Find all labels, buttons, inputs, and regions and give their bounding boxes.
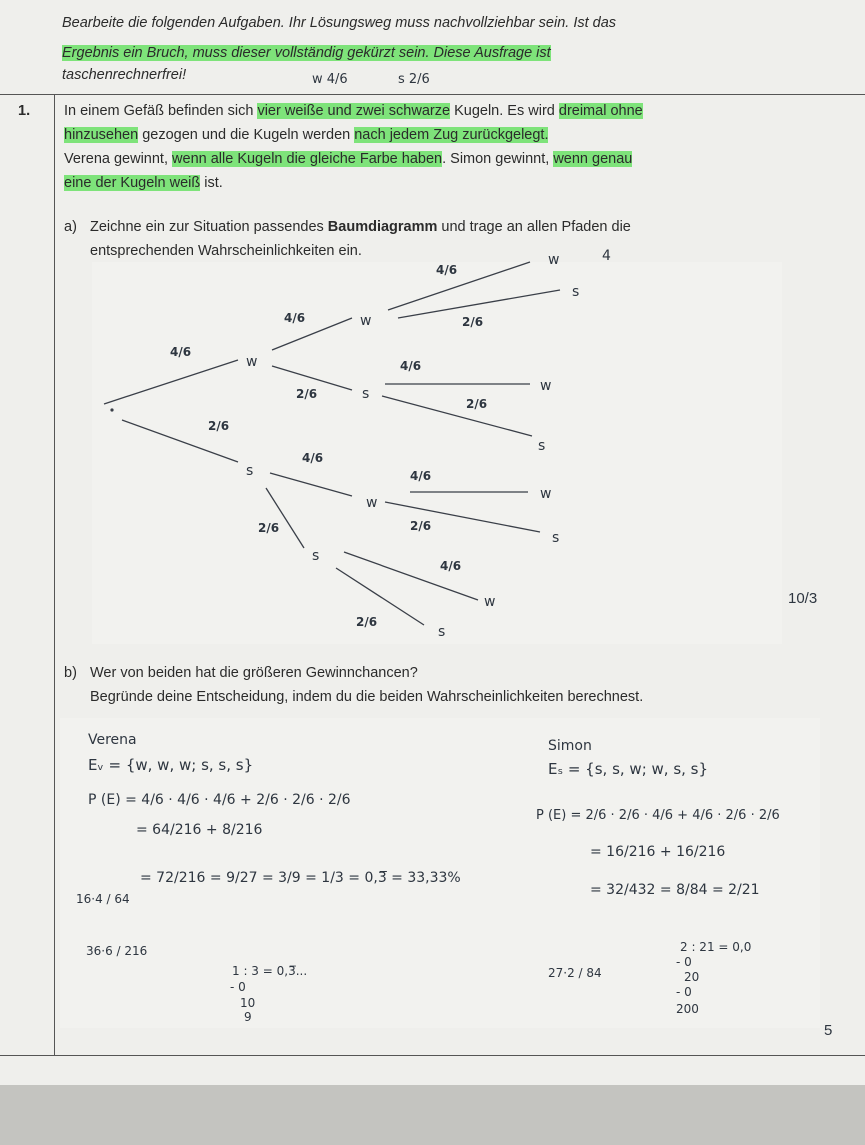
simon-side-calc-1: 27·2 / 84 [548,966,602,980]
task-number: 1. [18,103,31,119]
verena-side-calc-1: 16·4 / 64 [76,892,130,906]
note-probability-white: w 4/6 [312,72,348,87]
verena-probability-line-1: P (E) = 4/6 · 4/6 · 4/6 + 2/6 · 2/6 · 2/6 [88,792,351,808]
prob-sw-w: 4/6 [410,469,432,483]
simon-event-set: Eₛ = {s, s, w; w, s, s} [548,760,709,778]
prob-w-w: 4/6 [284,311,306,325]
corner-note: 4 [602,248,611,264]
part-a-score: 10/3 [788,590,818,607]
simon-division-1: 2 : 21 = 0,0 [680,940,752,954]
part-a-text-line-2: entsprechenden Wahrscheinlichkeiten ein. [90,243,362,259]
prob-w-s: 2/6 [296,387,318,401]
branch-s-w [270,473,352,496]
part-a-text-line-1: Zeichne ein zur Situation passendes Baumdiagramm und trage an allen Pfaden die [90,219,631,235]
part-b-instruction: Begründe deine Entscheidung, indem du die beiden Wahrscheinlichkeiten berechnest. [90,689,644,705]
tree-root-dot [110,408,113,411]
task-text-line-3: Verena gewinnt, wenn alle Kugeln die gleiche Farbe haben. Simon gewinnt, wenn genau [64,151,633,167]
prob-ws-w: 4/6 [400,359,422,373]
intro-line-3: taschenrechnerfrei! [62,67,187,83]
intro-line-2: Ergebnis ein Bruch, muss dieser vollständig gekürzt sein. Diese Ausfrage ist [62,45,551,61]
prob-s-s: 2/6 [258,521,280,535]
leaf-s: s [538,438,546,454]
part-b-question: Wer von beiden hat die größeren Gewinnchancen? [90,665,418,681]
prob-sw-s: 2/6 [410,519,432,533]
verena-division-2: - 0 [230,980,246,994]
simon-division-3: 20 [684,970,700,984]
node-w-level2: w [360,313,372,329]
node-s-level2: s [362,386,370,402]
verena-probability-line-2: = 64/216 + 8/216 [136,822,263,838]
node-w-level2: w [366,495,378,511]
leaf-w: w [540,486,552,502]
note-probability-black: s 2/6 [398,72,430,87]
verena-side-calc-2: 36·6 / 216 [86,944,148,958]
simon-probability-line-1: P (E) = 2/6 · 2/6 · 4/6 + 4/6 · 2/6 · 2/6 [536,808,780,823]
simon-division-4: - 0 [676,985,692,999]
leaf-s: s [572,284,580,300]
intro-line-1: Bearbeite die folgenden Aufgaben. Ihr Lösungsweg muss nachvollziehbar sein. Ist das [62,15,617,31]
task-text-line-4: eine der Kugeln weiß ist. [64,175,223,191]
branch-root-w [104,360,238,404]
verena-name: Verena [88,732,137,748]
leaf-w: w [484,594,496,610]
task-text-line-2: hinzusehen gezogen und die Kugeln werden nach jedem Zug zurückgelegt. [64,127,549,143]
prob-root-w: 4/6 [170,345,192,359]
branch-s-s [266,488,304,548]
simon-probability-line-3: = 32/432 = 8/84 = 2/21 [590,882,760,898]
verena-division-1: 1 : 3 = 0,3̅... [232,964,308,978]
prob-s-w: 4/6 [302,451,324,465]
simon-name: Simon [548,738,592,754]
prob-ss-w: 4/6 [440,559,462,573]
verena-division-3: 10 [240,996,256,1010]
part-b-score: 5 [824,1022,833,1039]
node-s-level1: s [246,463,254,479]
task-text-line-1: In einem Gefäß befinden sich vier weiße und zwei schwarze Kugeln. Es wird dreimal ohne [64,103,643,119]
leaf-w: w [540,378,552,394]
prob-ss-s: 2/6 [356,615,378,629]
leaf-s: s [438,624,446,640]
part-a-label: a) [64,219,77,235]
simon-division-5: 200 [676,1002,699,1016]
prob-ws-s: 2/6 [466,397,488,411]
verena-event-set: Eᵥ = {w, w, w; s, s, s} [88,756,254,774]
simon-probability-line-2: = 16/216 + 16/216 [590,844,726,860]
node-w-level1: w [246,354,258,370]
leaf-s: s [552,530,560,546]
verena-probability-line-3: = 72/216 = 9/27 = 3/9 = 1/3 = 0,3̅ = 33,33% [140,870,461,886]
prob-ww-w: 4/6 [436,263,458,277]
prob-ww-s: 2/6 [462,315,484,329]
branch-sw-s [385,502,540,532]
simon-division-2: - 0 [676,955,692,969]
node-s-level2: s [312,548,320,564]
branch-ww-w [388,262,530,310]
prob-root-s: 2/6 [208,419,230,433]
leaf-w: w [548,252,560,268]
verena-division-4: 9 [244,1010,252,1024]
part-b-label: b) [64,665,77,681]
branch-ws-s [382,396,532,436]
branch-ww-s [398,290,560,318]
